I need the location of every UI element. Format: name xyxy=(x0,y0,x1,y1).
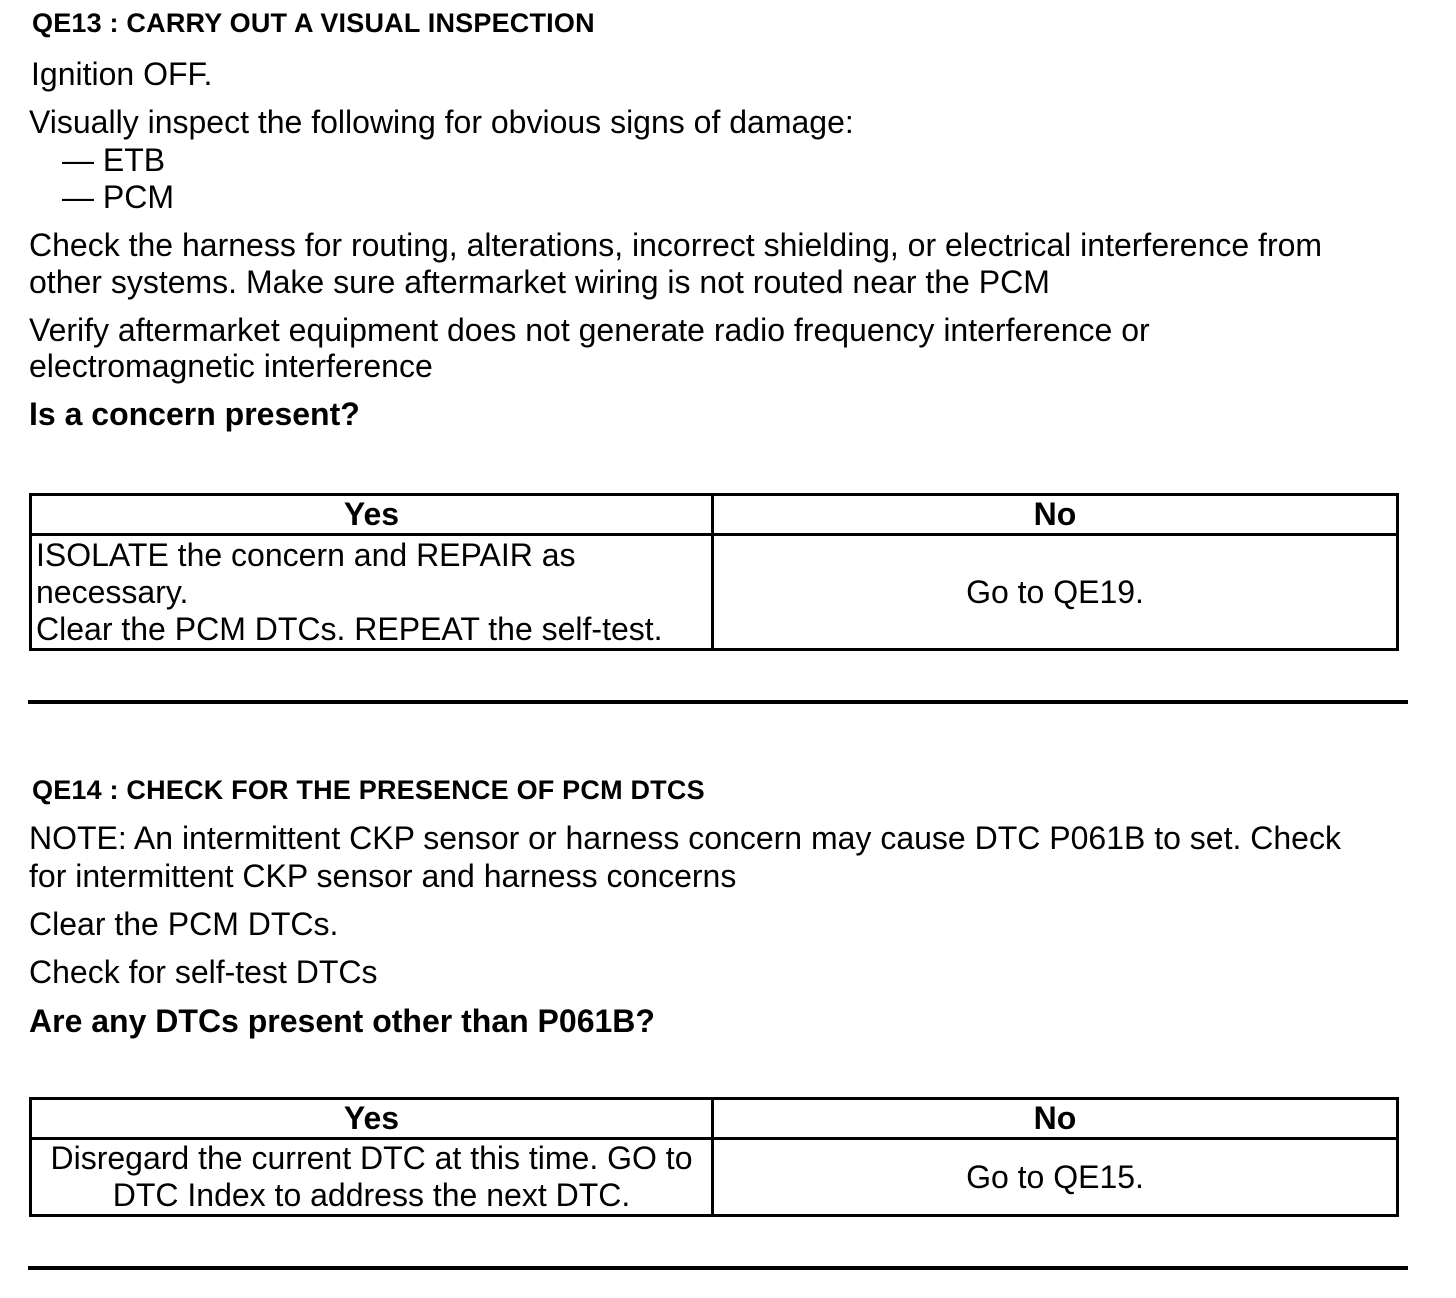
step-ignition-off: Ignition OFF. xyxy=(31,56,213,92)
table-cell-yes xyxy=(31,1139,713,1216)
question-dtcs-present: Are any DTCs present other than P061B? xyxy=(29,1003,655,1039)
step-verify-line2: electromagnetic interference xyxy=(29,348,433,384)
step-check-self-test: Check for self-test DTCs xyxy=(29,954,378,990)
note-line1: NOTE: An intermittent CKP sensor or harness concern may cause DTC P061B to set. Check xyxy=(29,820,1341,856)
step-check-harness-line1: Check the harness for routing, alterations, incorrect shielding, or electrical interference from xyxy=(29,227,1323,263)
section-heading-qe13: QE13 : CARRY OUT A VISUAL INSPECTION xyxy=(32,8,595,38)
inspect-item-pcm: — PCM xyxy=(62,179,174,215)
step-check-harness-line2: other systems. Make sure aftermarket wiring is not routed near the PCM xyxy=(29,264,1050,300)
step-clear-dtcs: Clear the PCM DTCs. xyxy=(29,906,339,942)
decision-table-qe13 xyxy=(29,493,1399,651)
yes-line: Clear the PCM DTCs. REPEAT the self-test. xyxy=(36,610,663,647)
table-header-yes: Yes xyxy=(31,1099,713,1139)
yes-line: Disregard the current DTC at this time. GO to xyxy=(50,1140,693,1176)
decision-table-qe14 xyxy=(29,1097,1399,1217)
table-header-no: No xyxy=(713,495,1398,535)
table-cell-yes xyxy=(31,535,713,650)
table-header-no: No xyxy=(713,1099,1398,1139)
question-concern-present: Is a concern present? xyxy=(29,396,360,432)
table-cell-no: Go to QE19. xyxy=(713,535,1398,650)
step-inspect-intro: Visually inspect the following for obvious signs of damage: xyxy=(29,104,854,140)
table-header-yes: Yes xyxy=(31,495,713,535)
inspect-item-etb: — ETB xyxy=(62,142,166,178)
section-divider xyxy=(28,1266,1408,1270)
yes-line: necessary. xyxy=(36,573,189,610)
note-line2: for intermittent CKP sensor and harness concerns xyxy=(29,858,737,894)
step-verify-line1: Verify aftermarket equipment does not generate radio frequency interference or xyxy=(29,312,1150,348)
section-heading-qe14: QE14 : CHECK FOR THE PRESENCE OF PCM DTCS xyxy=(32,775,705,805)
yes-line: ISOLATE the concern and REPAIR as xyxy=(36,536,576,573)
yes-line: DTC Index to address the next DTC. xyxy=(112,1177,631,1213)
section-divider xyxy=(28,700,1408,704)
table-cell-no: Go to QE15. xyxy=(713,1139,1398,1216)
